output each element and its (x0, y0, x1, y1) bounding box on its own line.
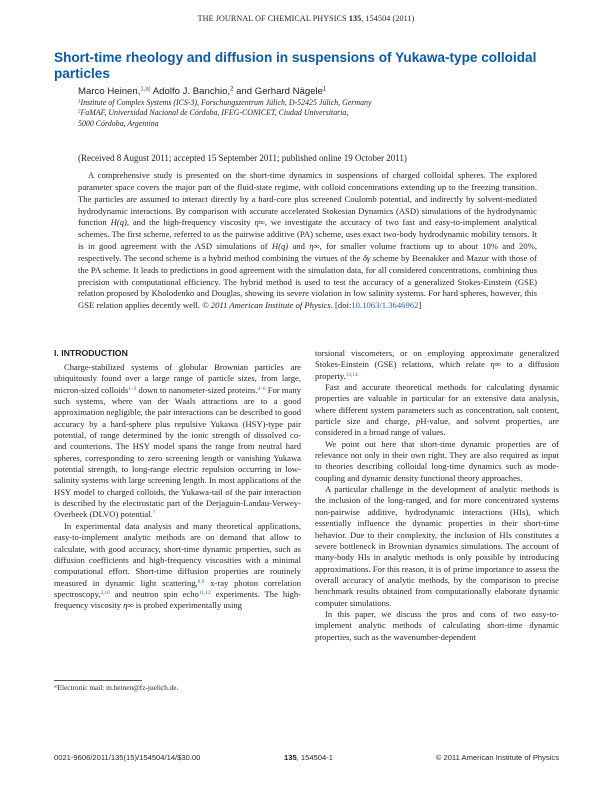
citation-link[interactable]: 2,10 (100, 589, 110, 596)
author-affiliation-marker: 2 (230, 86, 234, 93)
section-heading: I. INTRODUCTION (54, 348, 128, 358)
author-affiliation-marker[interactable]: 1,a) (140, 86, 151, 93)
article-title: Short-time rheology and diffusion in suspensions of Yukawa-type colloidal particles (54, 50, 537, 81)
affiliation-line: 5000 Córdoba, Argentina (78, 118, 159, 128)
author-affiliation-marker: 1 (323, 86, 327, 93)
body-paragraph: In experimental data analysis and many theoretical applications, easy-to-implement analytic methods are on demand that allow to calculate, with good accuracy, short-time dynamic properties, such as diffusion coefficients and high-frequency viscosities with a minimal computational effort. Short-time diffusion properties are routinely measured in dynamic light scattering,$^{8,9}$ x-ray photon correlation spectroscopy,$^{2,10}$ and neutron spin echo$^{11,12}$ experiments. The high-frequency viscosity η∞ is probed experimentally using (54, 520, 302, 611)
doi-link[interactable]: 10.1063/1.3646962 (351, 300, 419, 311)
journal-volume: 135 (348, 14, 362, 23)
author-list (78, 86, 326, 97)
right-column (315, 348, 559, 643)
affiliation-line: $^2$FaMAF, Universidad Nacional de Córdoba, IFEG-CONICET, Ciudad Universitaria, (78, 108, 349, 118)
body-paragraph: A particular challenge in the development of analytic methods is the inclusion of the long-ranged, and for more concentrated systems non-pairwise additive, hydrodynamic interactions (HIs), which essentially influence the dynamic properties in their short-time behavior. Due to their complexity, the inclusion of HIs constitutes a severe bottleneck in Brownian dynamics simulations. The account of many-body HIs in analytic methods is only possible by introducing approximations. For this reason, it is of prime importance to assess the overall accuracy of analytic methods, by the comparison to precise benchmark results obtained from computationally elaborate dynamic computer simulations. (315, 484, 559, 608)
citation-link[interactable]: 4–6 (257, 385, 266, 392)
citation-link[interactable]: 7 (152, 510, 156, 517)
body-paragraph: We point out here that short-time dynamic properties are of relevance not only in their own right. They are also required as input to theories describing colloidal long-time dynamics such as mode-coupling and dynamic density functional theory approaches. (315, 438, 559, 483)
citation-link[interactable]: 13,14 (345, 371, 358, 378)
footer-page-number: 135, 154504-1 (284, 753, 333, 762)
footnote-divider (54, 680, 142, 681)
body-paragraph: Fast and accurate theoretical methods for calculating dynamic properties are valuable in particular for an extensive data analysis, where different system parameters such as concentration, salt content, particle size and charge, pH-value, and solvent properties, are considered in a broad range of values. (315, 382, 559, 438)
publication-dates: (Received 8 August 2011; accepted 15 September 2011; published online 19 October 2011) (78, 153, 407, 163)
citation-link[interactable]: 11,12 (198, 589, 211, 596)
left-column (54, 362, 301, 612)
copyright-notice: © 2011 American Institute of Physics (202, 300, 331, 311)
citation-link[interactable]: 1–3 (128, 385, 137, 392)
author-name: and Gerhard Nägele (233, 86, 324, 97)
abstract: A comprehensive study is presented on the short-time dynamics in suspensions of charged colloidal spheres. The explored parameter space covers the major part of the fluid-state regime, with colloid concentrations extending up to the freezing transition. The particles are assumed to interact directly by a hard-core plus screened Coulomb potential, and indirectly by solvent-mediated hydrodynamic interactions. By comparison with accurate accelerated Stokesian Dynamics (ASD) simulations of the hydrodynamic function H(q), and the high-frequency viscosity η∞, we investigate the accuracy of two fast and easy-to-implement analytical schemes. The first scheme, referred to as the pairwise additive (PA) scheme, uses exact two-body hydrodynamic mobility tensors. It is in good agreement with the ASD simulations of H(q) and η∞, for smaller volume fractions up to about 10% and 20%, respectively. The second scheme is a hybrid method combining the virtues of the δγ scheme by Beenakker and Mazur with those of the PA scheme. It leads to predictions in good agreement with the simulation data, for all considered concentrations, combining thus precision with computational efficiency. The hybrid method is used to test the accuracy of a generalized Stokes-Einstein (GSE) relation proposed by Kholodenko and Douglas, showing its severe violation in low salinity systems. For hard spheres, however, this GSE relation applies decently well. © 2011 American Institute of Physics. [doi:10.1063/1.3646962] (78, 170, 537, 311)
author-name: Adolfo J. Banchio, (150, 86, 231, 97)
footer-copyright: © 2011 American Institute of Physics (435, 753, 559, 762)
body-paragraph: torsional viscometers, or on employing approximate generalized Stokes-Einstein (GSE) relations, which relate η∞ to a diffusion property.$^{13,14}$ (315, 348, 559, 381)
running-header: THE JOURNAL OF CHEMICAL PHYSICS 135, 154504 (2011) (197, 14, 415, 23)
body-paragraph: Charge-stabilized systems of globular Brownian particles are ubiquitously found over a large range of particle sizes, from large, micron-sized colloids$^{1-3}$ down to nanometer-sized proteins.$^{4-6}$ For many such systems, where van der Waals attractions are to a good approximation negligible, the pair interactions can be described to good accuracy by a hard-sphere plus repulsive Yukawa (HSY)-type pair potential, of range determined by the ionic strength of dissolved co- and counterions. The HSY model spans the range from neutral hard spheres, corresponding to zero screening length or vanishing Yukawa potential strength, to long-range electric repulsion occurring in low-salinity systems with large screening length. In most applications of the HSY model to charged colloids, the Yukawa-tail of the pair interaction is described by the electrostatic part of the Derjaguin-Landau-Verwey-Overbeek (DLVO) potential.$^7$ (54, 362, 302, 520)
footnote: $^{a)}$Electronic mail: m.heinen@fz-juelich.de. (54, 683, 179, 692)
journal-name: THE JOURNAL OF CHEMICAL PHYSICS (197, 14, 347, 23)
body-paragraph: In this paper, we discuss the pros and cons of two easy-to-implement analytic methods of calculating short-time dynamic properties, such as the wavenumber-dependent (315, 608, 559, 642)
author-name: Marco Heinen, (78, 86, 141, 97)
article-number: 154504 (2011) (365, 14, 415, 23)
affiliations (78, 98, 371, 129)
citation-link[interactable]: 8,9 (197, 578, 205, 585)
footer-issn: 0021-9606/2011/135(15)/154504/14/$30.00 (54, 753, 201, 762)
affiliation-line: $^1$Institute of Complex Systems (ICS-3), Forschungszentrum Jülich, D-52425 Jülich, Germany (78, 98, 372, 107)
